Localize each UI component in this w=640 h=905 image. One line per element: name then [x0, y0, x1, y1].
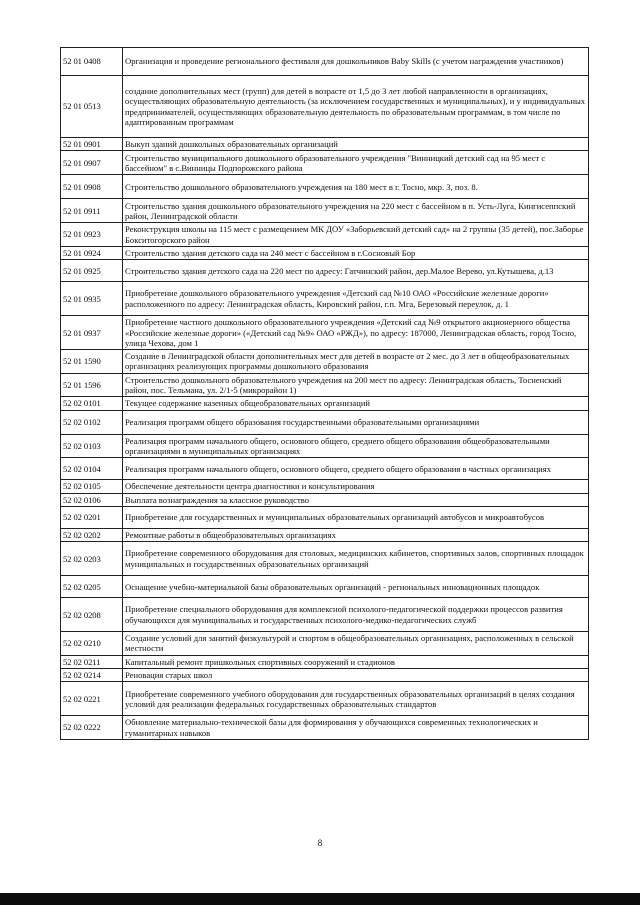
row-code: 52 01 0513	[61, 76, 123, 138]
row-description: Ремонтные работы в общеобразовательных организациях	[123, 528, 589, 541]
row-code: 52 02 0222	[61, 716, 123, 740]
table-row	[61, 493, 589, 506]
row-code: 52 02 0214	[61, 669, 123, 682]
table-row	[61, 458, 589, 480]
row-description: Строительство здания дошкольного образовательного учреждения на 220 мест с бассейном в п. Усть-Луга, Кингисеппский район, Ленинградской области	[123, 199, 589, 223]
table-row	[61, 199, 589, 223]
row-description: Реализация программ общего образования государственными образовательными организациями	[123, 410, 589, 434]
row-code: 52 02 0205	[61, 576, 123, 598]
row-description: Текущее содержание казенных общеобразовательных организаций	[123, 397, 589, 410]
table-body	[61, 48, 589, 740]
table-row	[61, 576, 589, 598]
row-description: Реализация программ начального общего, основного общего, среднего общего образования общеобразовательными организациями в муниципальных организациях	[123, 434, 589, 458]
row-description: Выкуп зданий дошкольных образовательных организаций	[123, 138, 589, 151]
row-code: 52 01 1590	[61, 350, 123, 374]
row-code: 52 01 0408	[61, 48, 123, 76]
row-description: Приобретение специального оборудования для комплексной психолого-педагогической поддержки процессов развития обучающихся для муниципальных и государственных психолого-медико-педагогических служб	[123, 598, 589, 632]
table-row	[61, 480, 589, 493]
row-code: 52 02 0202	[61, 528, 123, 541]
row-code: 52 02 0201	[61, 506, 123, 528]
table-row	[61, 350, 589, 374]
table-row	[61, 716, 589, 740]
row-description: Строительство муниципального дошкольного образовательного учреждения "Винницкий детский сад на 95 мест с бассейном" в с.Винницы Подпорожского района	[123, 151, 589, 175]
row-code: 52 02 0106	[61, 493, 123, 506]
table-row	[61, 76, 589, 138]
row-code: 52 01 0911	[61, 199, 123, 223]
row-code: 52 02 0211	[61, 655, 123, 668]
row-code: 52 01 0923	[61, 223, 123, 247]
table-row	[61, 598, 589, 632]
row-code: 52 02 0203	[61, 542, 123, 576]
table-row	[61, 151, 589, 175]
row-description: Капитальный ремонт пришкольных спортивных сооружений и стадионов	[123, 655, 589, 668]
row-description: Приобретение для государственных и муниципальных образовательных организаций автобусов и микроавтобусов	[123, 506, 589, 528]
row-description: Выплата вознаграждения за классное руководство	[123, 493, 589, 506]
row-code: 52 01 0924	[61, 246, 123, 259]
table-row	[61, 138, 589, 151]
row-code: 52 01 0925	[61, 260, 123, 282]
table-row	[61, 316, 589, 350]
table-row	[61, 397, 589, 410]
row-description: Оснащение учебно-материальной базы образовательных организаций - региональных инновационных площадок	[123, 576, 589, 598]
row-description: Создание условий для занятий физкультурой и спортом в общеобразовательных организациях, расположенных в сельской местности	[123, 632, 589, 656]
row-description: Реновация старых школ	[123, 669, 589, 682]
row-description: Приобретение дошкольного образовательного учреждения «Детский сад №10 ОАО «Российские железные дороги» расположенного по адресу: Ленинградская область, Кировский район, г.п. Мга, Березовый переулок, д. 1	[123, 282, 589, 316]
row-description: Создание в Ленинградской области дополнительных мест для детей в возрасте от 2 мес. до 3 лет в общеобразовательных организациях реализующих программы дошкольного образования	[123, 350, 589, 374]
row-code: 52 02 0104	[61, 458, 123, 480]
table-row	[61, 542, 589, 576]
row-code: 52 02 0102	[61, 410, 123, 434]
table-row	[61, 410, 589, 434]
table-row	[61, 669, 589, 682]
row-description: Обновление материально-технической базы для формирования у обучающихся современных технологических и гуманитарных навыков	[123, 716, 589, 740]
page-number: 8	[317, 838, 323, 848]
row-description: Строительство дошкольного образовательного учреждения на 200 мест по адресу: Ленинградская область, Тосненский район, пос. Тельмана, ул. 2/1-5 (микрорайон 1)	[123, 373, 589, 397]
row-code: 52 01 0937	[61, 316, 123, 350]
table-row	[61, 682, 589, 716]
row-description: Реконструкция школы на 115 мест с размещением МК ДОУ «Заборьевский детский сад» на 2 группы (35 детей), пос.Заборье Бокситогорского район	[123, 223, 589, 247]
row-code: 52 01 0908	[61, 175, 123, 199]
table-row	[61, 246, 589, 259]
table-row	[61, 434, 589, 458]
row-code: 52 02 0210	[61, 632, 123, 656]
table-row	[61, 373, 589, 397]
table-row	[61, 506, 589, 528]
row-description: Реализация программ начального общего, основного общего, среднего общего образования в частных организациях	[123, 458, 589, 480]
row-code: 52 02 0101	[61, 397, 123, 410]
row-code: 52 02 0208	[61, 598, 123, 632]
table-row	[61, 632, 589, 656]
row-code: 52 01 1596	[61, 373, 123, 397]
table-row	[61, 260, 589, 282]
table-row	[61, 282, 589, 316]
row-description: Приобретение частного дошкольного образовательного учреждения «Детский сад №9 открытого акционерного общества «Российские железные дороги» («Детский сад №9» ОАО «РЖД»), по адресу: 187000, Ленинградская область, город Тосно, улица Чехова, дом 1	[123, 316, 589, 350]
table-row	[61, 48, 589, 76]
row-code: 52 02 0221	[61, 682, 123, 716]
row-description: Приобретение современного учебного оборудования для государственных образовательных организаций в целях создания условий для реализации федеральных государственных образовательных стандартов	[123, 682, 589, 716]
table-row	[61, 655, 589, 668]
row-description: создание дополнительных мест (групп) для детей в возрасте от 1,5 до 3 лет любой направленности в организациях, осуществляющих образовательную деятельность (за исключением государственных и муниципальных), и у индивидуальных предпринимателей, осуществляющих образовательную деятельность по образовательным программам, в том числе по адаптированным программам	[123, 76, 589, 138]
row-code: 52 01 0901	[61, 138, 123, 151]
row-code: 52 01 0935	[61, 282, 123, 316]
table-row	[61, 528, 589, 541]
table-row	[61, 175, 589, 199]
scan-edge-shadow	[0, 893, 640, 905]
row-code: 52 01 0907	[61, 151, 123, 175]
row-description: Строительство здания детского сада на 240 мест с бассейном в г.Сосновый Бор	[123, 246, 589, 259]
row-description: Обеспечение деятельности центра диагностики и консультирования	[123, 480, 589, 493]
row-description: Приобретение современного оборудования для столовых, медицинских кабинетов, спортивных залов, спортивных площадок муниципальных и государственных образовательных организаций	[123, 542, 589, 576]
row-description: Строительство здания детского сада на 220 мест по адресу: Гатчинский район, дер.Малое Верево, ул.Кутышева, д.13	[123, 260, 589, 282]
table-row	[61, 223, 589, 247]
row-description: Строительство дошкольного образовательного учреждения на 180 мест в г. Тосно, мкр. 3, поз. 8.	[123, 175, 589, 199]
row-description: Организация и проведение регионального фестиваля для дошкольников Baby Skills (с учетом награждения участников)	[123, 48, 589, 76]
row-code: 52 02 0105	[61, 480, 123, 493]
row-code: 52 02 0103	[61, 434, 123, 458]
budget-codes-table	[60, 47, 589, 740]
